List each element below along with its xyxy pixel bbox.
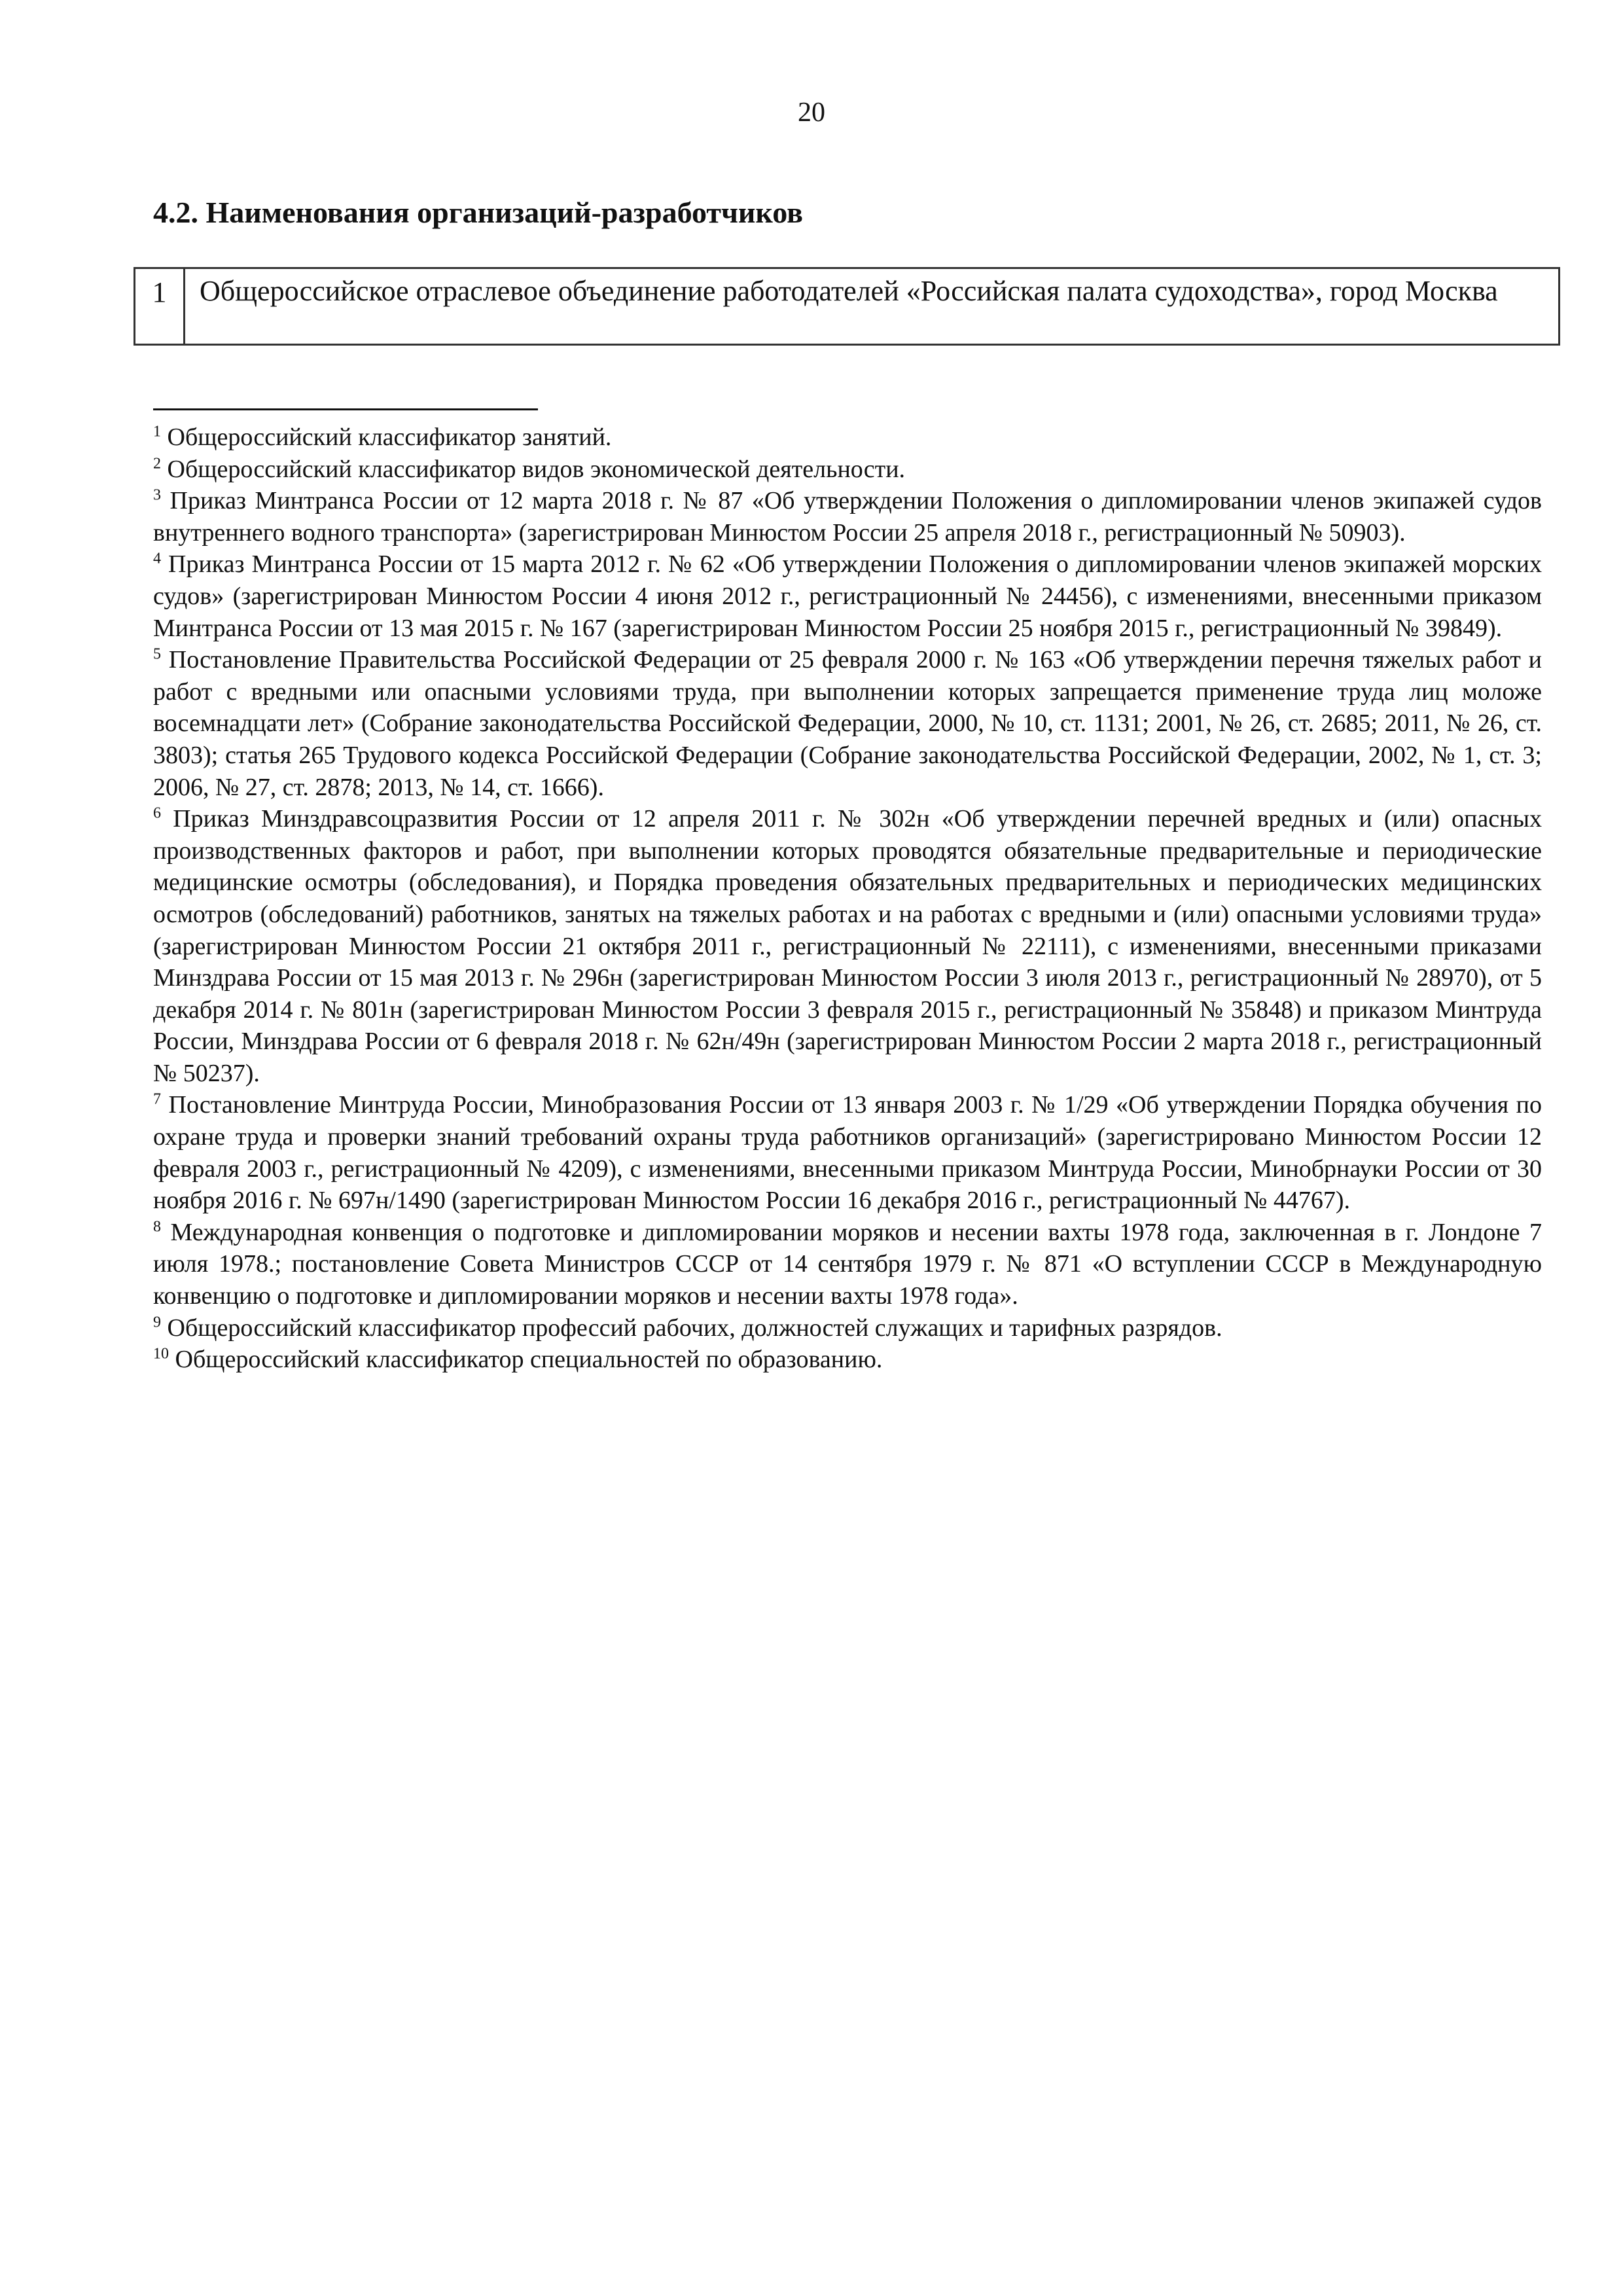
footnote-mark: 9 — [153, 1313, 161, 1331]
org-name-cell: Общероссийское отраслевое объединение работодателей «Российская палата судоходства», город Москва — [200, 275, 1498, 307]
page-number: 20 — [798, 98, 825, 128]
footnote-text: Постановление Минтруда России, Минобразования России от 13 января 2003 г. № 1/29 «Об утверждении Порядка обучения по охране труда и проверки знаний требований охраны труда работников организаций» (зарегистрировано Минюстом России 12 февраля 2003 г., регистрационный № 4209), с изменениями, внесенными приказом Минтруда России, Минобрнауки России от 30 ноября 2016 г. № 697н/1490 (зарегистрирован Минюстом России 16 декабря 2016 г., регистрационный № 44767). — [153, 1091, 1543, 1215]
footnote-text: Приказ Минтранса России от 15 марта 2012 г. № 62 «Об утверждении Положения о дипломировании членов экипажей морских судов» (зарегистрирован Минюстом России 4 июня 2012 г., регистрационный № 24456), с изменениями, внесенными приказом Минтранса России от 13 мая 2015 г. № 167 (зарегистрирован Минюстом России 25 ноября 2015 г., регистрационный № 39849). — [153, 550, 1542, 642]
footnote-8 — [153, 1217, 1542, 1312]
footnote-mark: 10 — [153, 1345, 169, 1363]
footnote-3 — [153, 485, 1542, 548]
footnote-mark: 2 — [153, 454, 161, 472]
footnote-text: Приказ Минздравсоцразвития России от 12 апреля 2011 г. № 302н «Об утверждении перечней вредных и (или) опасных производственных факторов и работ, при выполнении которых проводятся обязательные предварительные и периодические медицинские осмотры (обследования), и Порядка проведения обязательных предварительных и периодических медицинских осмотров (обследований) работников, занятых на тяжелых работах и на работах с вредными и (или) опасными условиями труда» (зарегистрирован Минюстом России 21 октября 2011 г., регистрационный № 22111), с изменениями, внесенными приказами Минздрава России от 15 мая 2013 г. № 296н (зарегистрирован Минюстом России 3 июля 2013 г., регистрационный № 28970), от 5 декабря 2014 г. № 801н (зарегистрирован Минюстом России 3 февраля 2015 г., регистрационный № 35848) и приказом Минтруда России, Минздрава России от 6 февраля 2018 г. № 62н/49н (зарегистрирован Минюстом России 2 марта 2018 г., регистрационный № 50237). — [153, 805, 1542, 1087]
footnote-separator — [153, 408, 538, 410]
section-heading: 4.2. Наименования организаций-разработчиков — [153, 196, 803, 229]
footnote-text: Общероссийский классификатор занятий. — [167, 423, 612, 451]
footnote-text: Общероссийский классификатор специальностей по образованию. — [175, 1346, 883, 1374]
org-number-cell: 1 — [135, 269, 185, 344]
footnote-text: Общероссийский классификатор профессий рабочих, должностей служащих и тарифных разрядов. — [167, 1314, 1222, 1342]
footnote-7 — [153, 1089, 1542, 1216]
footnote-text: Приказ Минтранса России от 12 марта 2018 г. № 87 «Об утверждении Положения о дипломировании членов экипажей судов внутреннего водного транспорта» (зарегистрирован Минюстом России 25 апреля 2018 г., регистрационный № 50903). — [153, 487, 1542, 547]
footnote-mark: 6 — [153, 804, 161, 822]
footnote-10 — [153, 1344, 1542, 1376]
footnote-mark: 4 — [153, 550, 161, 567]
footnote-6 — [153, 803, 1542, 1089]
footnote-mark: 8 — [153, 1218, 161, 1236]
footnote-1 — [153, 422, 1542, 454]
footnote-mark: 5 — [153, 645, 161, 663]
footnote-4 — [153, 548, 1542, 644]
footnote-mark: 7 — [153, 1090, 161, 1108]
footnote-2 — [153, 454, 1542, 486]
footnotes-section — [153, 422, 1542, 1376]
footnote-text: Общероссийский классификатор видов экономической деятельности. — [167, 455, 906, 483]
footnote-5 — [153, 644, 1542, 803]
footnote-9 — [153, 1312, 1542, 1344]
footnote-mark: 1 — [153, 423, 161, 440]
organizations-table — [134, 267, 1560, 346]
footnote-text: Международная конвенция о подготовке и дипломировании моряков и несении вахты 1978 года, заключенная в г. Лондоне 7 июля 1978.; постановление Совета Министров СССР от 14 сентября 1979 г. № 871 «О вступлении СССР в Международную конвенцию о подготовке и дипломировании моряков и несении вахты 1978 года». — [153, 1218, 1542, 1310]
footnote-mark: 3 — [153, 486, 161, 504]
footnote-text: Постановление Правительства Российской Федерации от 25 февраля 2000 г. № 163 «Об утверждении перечня тяжелых работ и работ с вредными или опасными условиями труда, при выполнении которых запрещается применение труда лиц моложе восемнадцати лет» (Собрание законодательства Российской Федерации, 2000, № 10, ст. 1131; 2001, № 26, ст. 2685; 2011, № 26, ст. 3803); статья 265 Трудового кодекса Российской Федерации (Собрание законодательства Российской Федерации, 2002, № 1, ст. 3; 2006, № 27, ст. 2878; 2013, № 14, ст. 1666). — [153, 646, 1542, 801]
